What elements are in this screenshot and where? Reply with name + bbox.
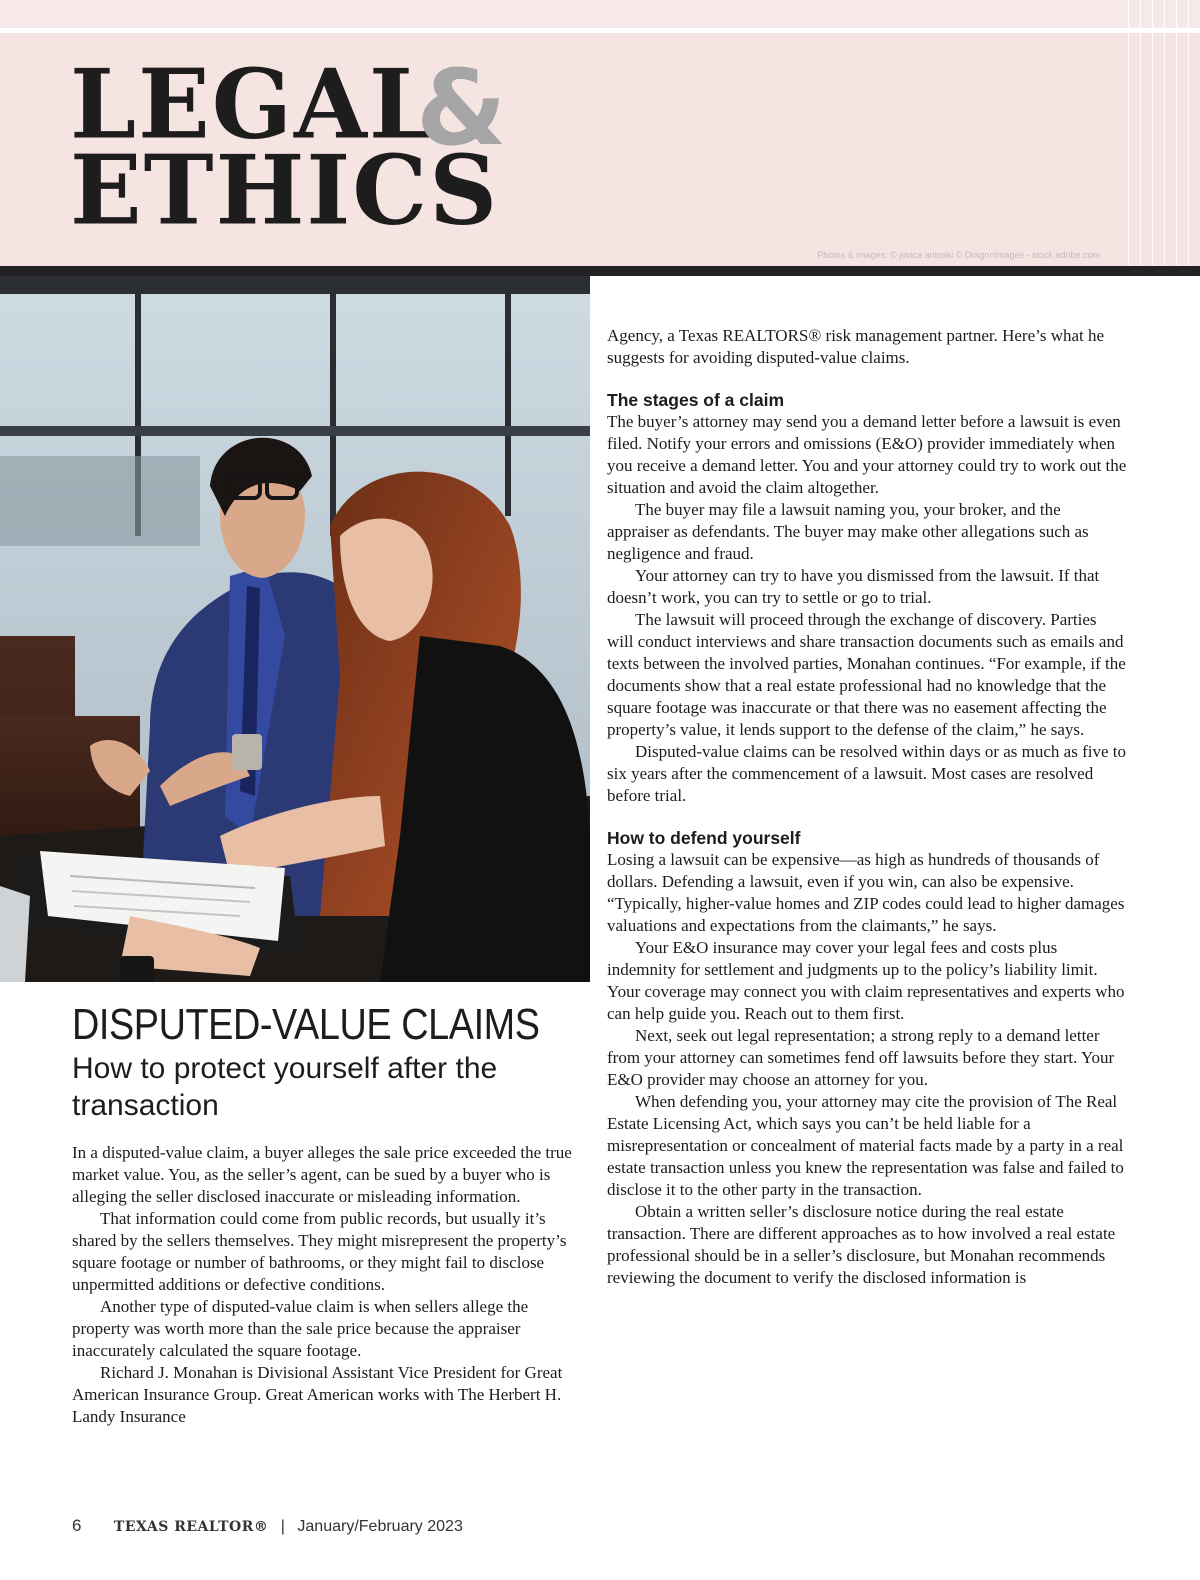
section-title-ethics: ETHICS bbox=[70, 134, 500, 248]
decorative-line bbox=[1188, 0, 1189, 266]
footer-separator: | bbox=[280, 1518, 285, 1535]
body-paragraph: The buyer’s attorney may send you a demand letter before a lawsuit is even filed. Notify your errors and omissions (E&O) provider immediately when you receive a demand letter. You and your attorney could try to work out the situation and avoid the claim altogether. bbox=[607, 412, 1127, 497]
body-paragraph: Your attorney can try to have you dismissed from the lawsuit. If that doesn’t work, you can try to settle or go to trial. bbox=[607, 566, 1100, 607]
body-paragraph: Your E&O insurance may cover your legal fees and costs plus indemnity for settlement and judgments up to the policy’s liability limit. Your coverage may connect you with claim representatives and experts who can help guide you. Reach out to them first. bbox=[607, 938, 1125, 1023]
body-paragraph: When defending you, your attorney may cite the provision of The Real Estate Licensing Act, which says you can’t be held liable for a misrepresentation or concealment of material facts made by a party in a real estate transaction unless you knew the representation was false and failed to disclose it to the other party in the transaction. bbox=[607, 1092, 1124, 1199]
decorative-line bbox=[1152, 0, 1153, 266]
body-paragraph: Agency, a Texas REALTORS® risk management partner. Here’s what he suggests for avoiding disputed-value claims. bbox=[607, 326, 1105, 367]
decorative-line bbox=[1164, 0, 1165, 266]
photo-credit: Photos & images: © jovica antoski © DragonImages - stock.adobe.com bbox=[817, 250, 1100, 260]
magazine-name: TEXAS REALTOR® bbox=[113, 1519, 269, 1535]
body-paragraph: Another type of disputed-value claim is when sellers allege the property was worth more than the sale price because the appraiser inaccurately calculated the square footage. bbox=[72, 1297, 529, 1360]
section-heading-defend: How to defend yourself bbox=[607, 828, 801, 848]
body-paragraph: Richard J. Monahan is Divisional Assistant Vice President for Great American Insurance Group. Great American works with The Herbert H. Landy Insurance bbox=[72, 1363, 563, 1426]
body-paragraph: Obtain a written seller’s disclosure notice during the real estate transaction. There are different approaches as to how involved a real estate professional should be in a seller’s disclosure, but Monahan recommends reviewing the document to verify the disclosed information is bbox=[607, 1202, 1116, 1287]
right-column bbox=[607, 325, 1127, 1289]
body-paragraph: Disputed-value claims can be resolved within days or as much as five to six years after the commencement of a lawsuit. Most cases are resolved before trial. bbox=[607, 742, 1126, 805]
decorative-line bbox=[1128, 0, 1129, 266]
issue-date: January/February 2023 bbox=[297, 1518, 463, 1535]
article-subtitle: How to protect yourself after the transaction bbox=[72, 1052, 498, 1122]
left-column bbox=[72, 1142, 572, 1428]
article-title: DISPUTED-VALUE CLAIMS bbox=[72, 1000, 540, 1049]
decorative-line bbox=[1140, 0, 1141, 266]
page-number: 6 bbox=[72, 1516, 82, 1535]
top-strip bbox=[0, 0, 1200, 28]
page-footer bbox=[72, 1516, 463, 1536]
body-paragraph: The lawsuit will proceed through the exchange of discovery. Parties will conduct interviews and share transaction documents such as emails and texts between the involved parties, Monahan continues. “For example, if the documents show that a real estate professional had no knowledge that the square footage was inaccurate or that there was no easement affecting the property’s value, it lends support to the defense of the claim,” he says. bbox=[607, 610, 1126, 739]
body-paragraph: The buyer may file a lawsuit naming you, your broker, and the appraiser as defendants. The buyer may make other allegations such as negligence and fraud. bbox=[607, 500, 1089, 563]
body-paragraph: That information could come from public records, but usually it’s shared by the sellers themselves. They might misrepresent the property’s square footage or number of bathrooms, or they might fail to disclose unpermitted additions or defective conditions. bbox=[72, 1209, 567, 1294]
article-photo bbox=[0, 276, 590, 982]
header-divider-bar bbox=[0, 266, 1200, 276]
body-paragraph: Losing a lawsuit can be expensive—as high as hundreds of thousands of dollars. Defending a lawsuit, even if you win, can also be expensive. “Typically, higher-value homes and ZIP codes could lead to higher damages valuations and expectations from the claimants,” he says. bbox=[607, 850, 1125, 935]
body-paragraph: Next, seek out legal representation; a strong reply to a demand letter from your attorney can sometimes fend off lawsuits before they start. Your E&O provider may choose an attorney for you. bbox=[607, 1026, 1115, 1089]
section-title-ampersand: & bbox=[416, 47, 507, 169]
section-title-legal: LEGAL bbox=[70, 48, 438, 162]
section-heading-stages: The stages of a claim bbox=[607, 390, 785, 410]
decorative-line bbox=[1176, 0, 1177, 266]
body-paragraph: In a disputed-value claim, a buyer alleges the sale price exceeded the true market value. You, as the seller’s agent, can be sued by a buyer who is alleging the seller disclosed inaccurate or misleading information. bbox=[72, 1143, 572, 1206]
